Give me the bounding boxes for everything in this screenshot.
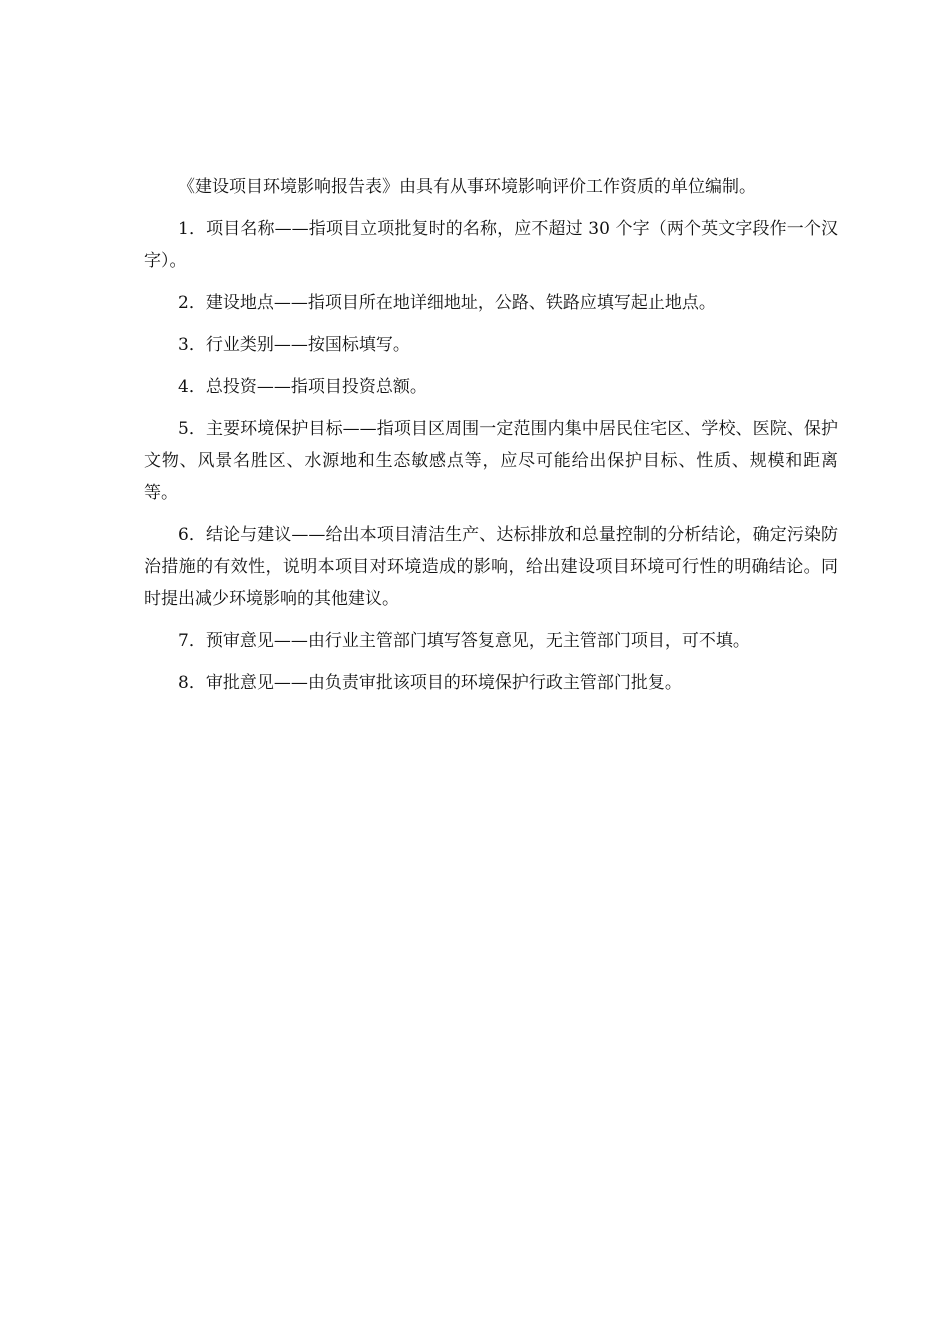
instructions-body	[144, 171, 838, 699]
instruction-item-7: 7．预审意见——由行业主管部门填写答复意见，无主管部门项目，可不填。	[178, 631, 750, 651]
instruction-item-6: 6．结论与建议——给出本项目清洁生产、达标排放和总量控制的分析结论，确定污染防治措施的有效性，说明本项目对环境造成的影响，给出建设项目环境可行性的明确结论。同时提出减少环境影响的其他建议。	[144, 525, 838, 609]
instruction-item-3: 3．行业类别——按国标填写。	[178, 335, 410, 355]
instruction-item-8: 8．审批意见——由负责审批该项目的环境保护行政主管部门批复。	[178, 673, 682, 693]
instruction-item-4: 4．总投资——指项目投资总额。	[178, 377, 427, 397]
instruction-item-5: 5．主要环境保护目标——指项目区周围一定范围内集中居民住宅区、学校、医院、保护文物、风景名胜区、水源地和生态敏感点等，应尽可能给出保护目标、性质、规模和距离等。	[144, 419, 838, 503]
intro-paragraph: 《建设项目环境影响报告表》由具有从事环境影响评价工作资质的单位编制。	[178, 177, 756, 197]
instruction-item-2: 2．建设地点——指项目所在地详细地址，公路、铁路应填写起止地点。	[178, 293, 716, 313]
instruction-item-1: 1．项目名称——指项目立项批复时的名称，应不超过 30 个字（两个英文字段作一个汉字）。	[144, 219, 838, 271]
